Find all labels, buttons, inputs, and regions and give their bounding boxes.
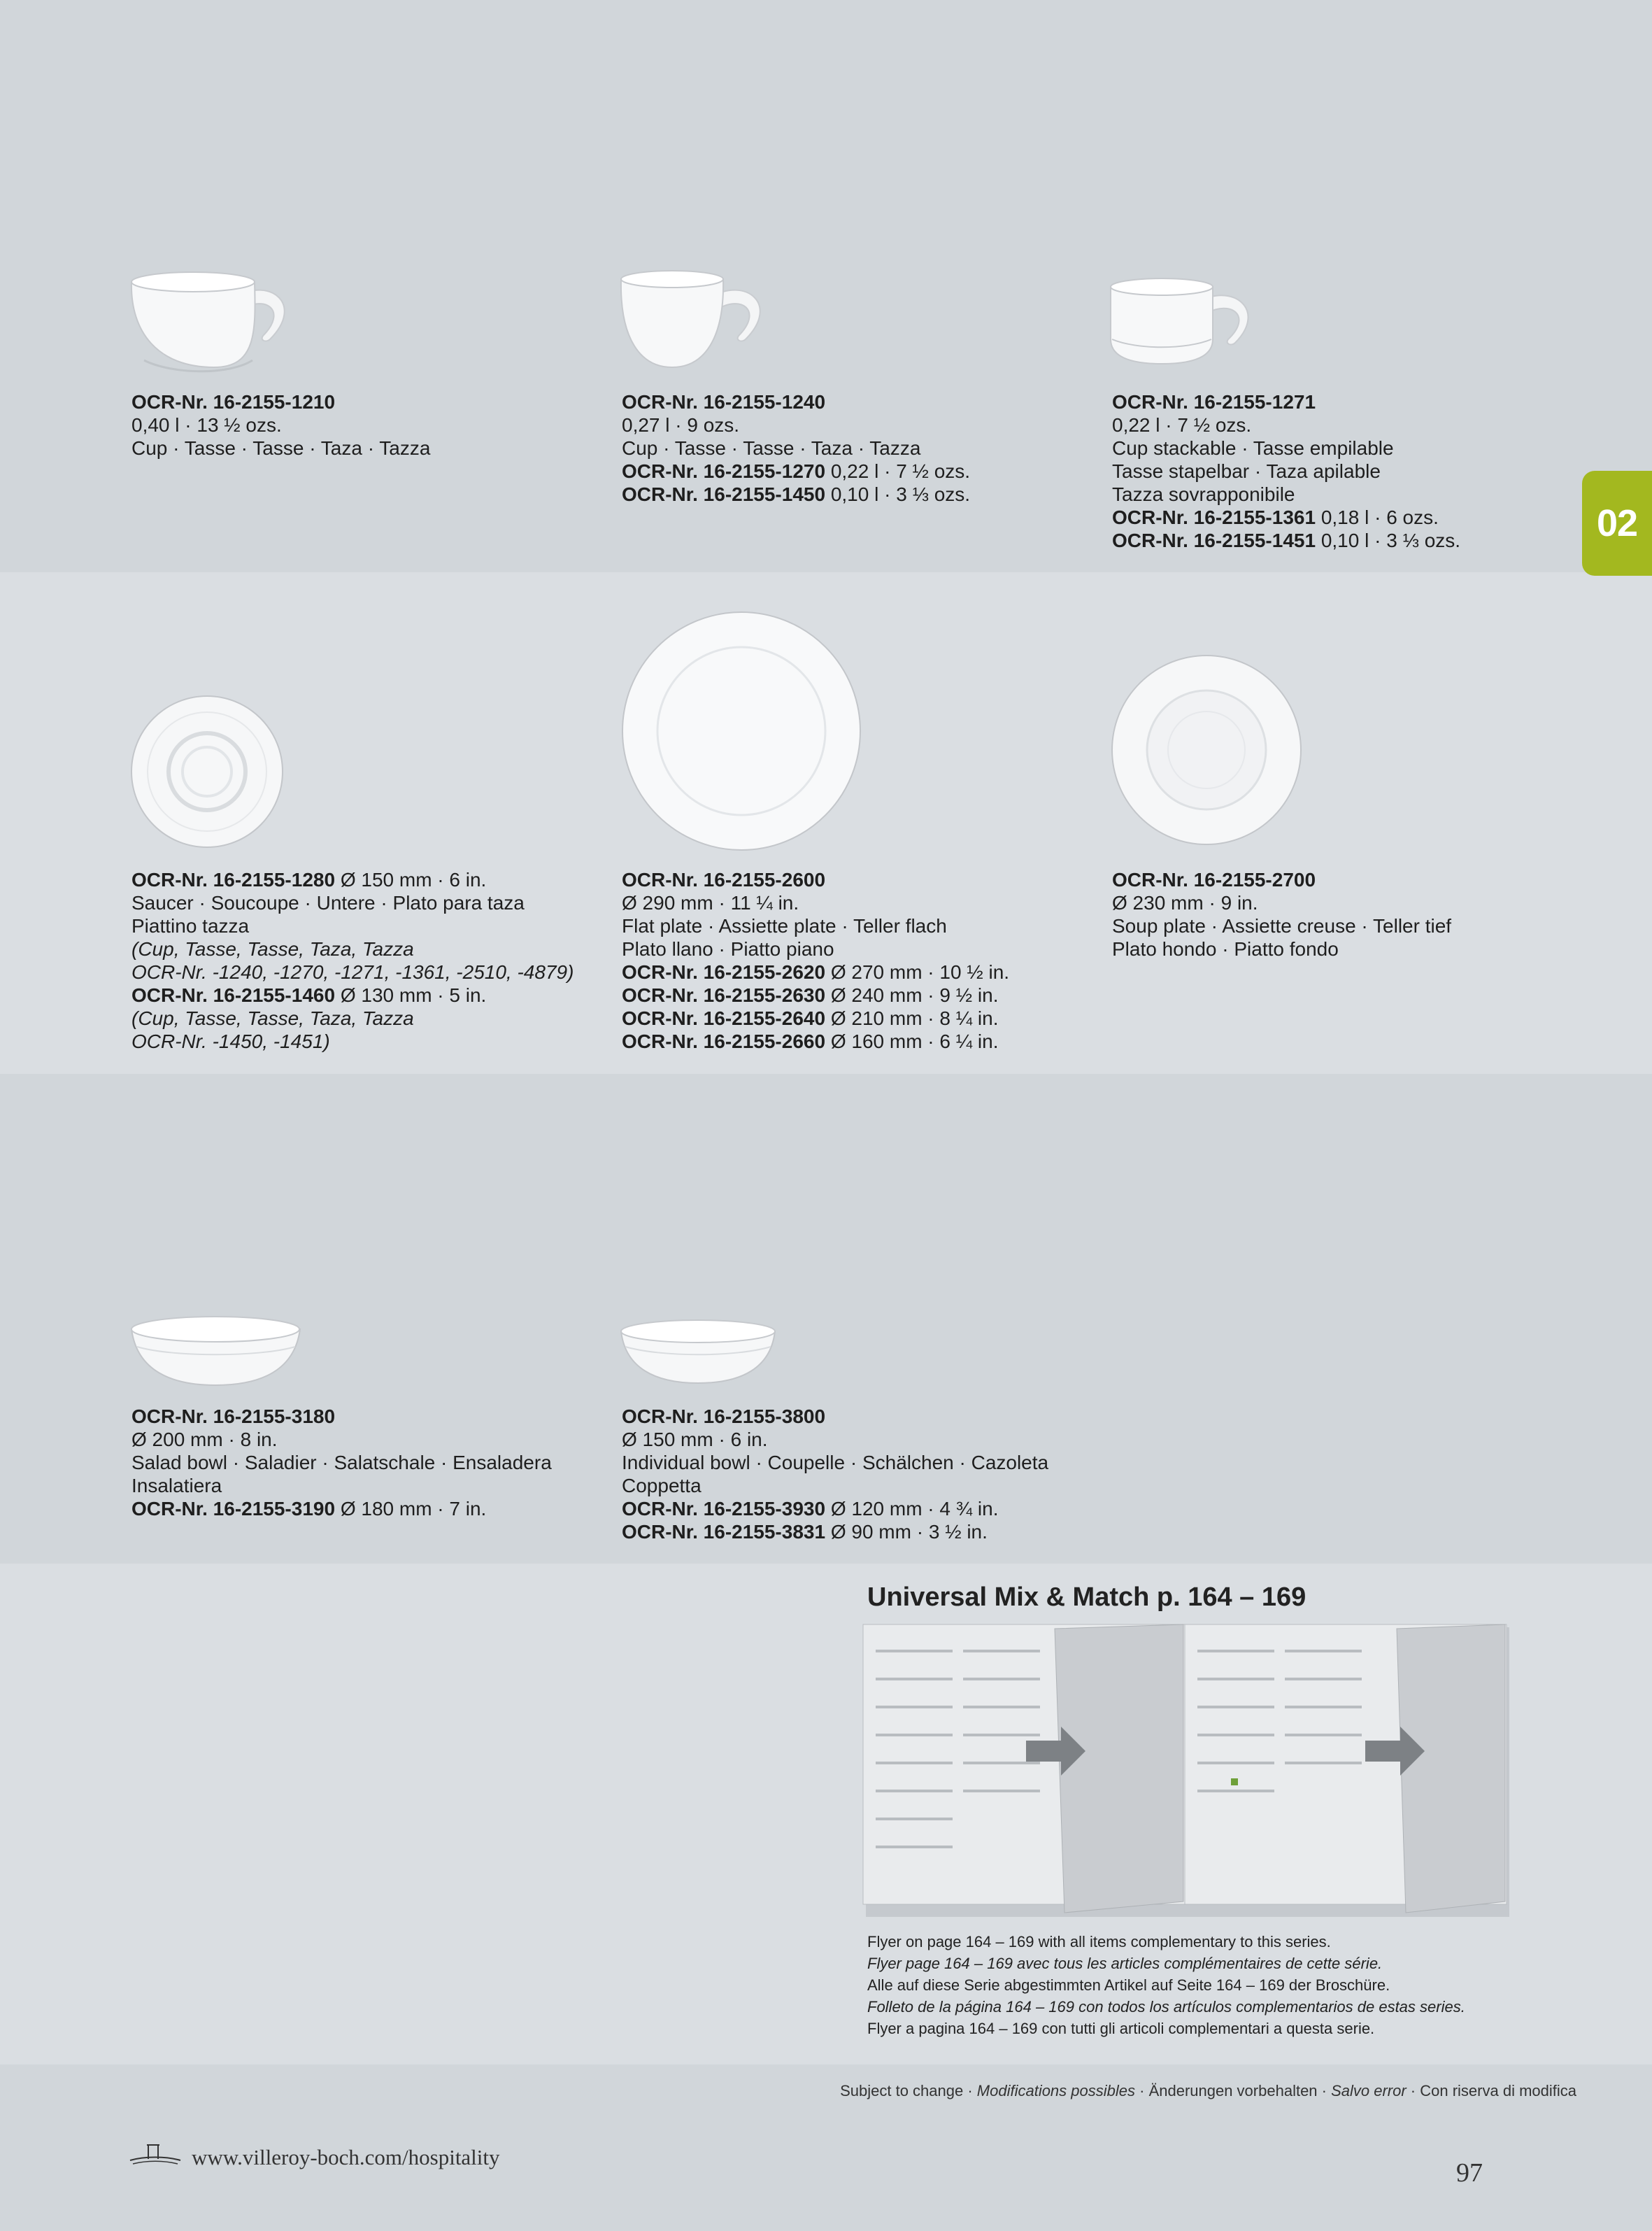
product-line	[1112, 914, 1451, 937]
item-note: (Cup, Tasse, Tasse, Taza, Tazza	[131, 1007, 414, 1029]
order-number: OCR-Nr. 16-2155-1270	[622, 460, 826, 482]
product-line	[131, 937, 574, 961]
item-note: OCR-Nr. -1240, -1270, -1271, -1361, -2510, -4879)	[131, 961, 574, 983]
plate-2600-image	[621, 611, 866, 856]
order-number: OCR-Nr. 16-2155-3180	[131, 1405, 336, 1427]
item-text: Plato hondo · Piatto fondo	[1112, 938, 1339, 960]
product-line	[622, 460, 970, 483]
item-note: Folleto de la página 164 – 169 con todos los artículos complementarios de estas series.	[867, 1998, 1465, 2016]
product-line	[1112, 529, 1460, 552]
website-url[interactable]: www.villeroy-boch.com/hospitality	[192, 2145, 500, 2169]
product-line	[1112, 868, 1451, 891]
product-line	[1112, 891, 1451, 914]
flyer-line	[867, 1996, 1465, 2018]
product-line	[622, 413, 970, 437]
item-text: Ø 150 mm · 6 in.	[622, 1429, 768, 1450]
product-line	[622, 1030, 1009, 1053]
order-number: OCR-Nr. 16-2155-1361	[1112, 507, 1316, 528]
order-number: OCR-Nr. 16-2155-2630	[622, 984, 826, 1006]
item-text: Soup plate · Assiette creuse · Teller tief	[1112, 915, 1452, 937]
item-text: 0,10 l · 3 ⅓ ozs.	[1316, 530, 1461, 551]
section-tab: 02	[1582, 471, 1652, 576]
product-line	[131, 961, 574, 984]
item-text: Ø 290 mm · 11 ¼ in.	[622, 892, 799, 914]
order-number: OCR-Nr. 16-2155-1271	[1112, 391, 1316, 413]
item-text: Individual bowl · Coupelle · Schälchen · Cazoleta	[622, 1452, 1049, 1473]
item-text: Ø 130 mm · 5 in.	[335, 984, 487, 1006]
product-line	[1112, 506, 1460, 529]
product-line	[1112, 460, 1460, 483]
item-text: Salad bowl · Saladier · Salatschale · Ensaladera	[131, 1452, 552, 1473]
item-text: Tazza sovrapponibile	[1112, 483, 1295, 505]
product-plate-2600	[622, 868, 1009, 1053]
item-text: 0,22 l · 7 ½ ozs.	[1112, 414, 1252, 436]
product-cup-1240	[622, 390, 970, 506]
item-text: Saucer · Soucoupe · Untere · Plato para taza	[131, 892, 525, 914]
order-number: OCR-Nr. 16-2155-1210	[131, 391, 336, 413]
product-cup-1271	[1112, 390, 1460, 552]
flyer-line	[867, 1931, 1465, 1953]
product-line	[622, 1497, 1048, 1520]
order-number: OCR-Nr. 16-2155-3190	[131, 1498, 336, 1520]
item-text: Coppetta	[622, 1475, 702, 1496]
product-line	[622, 1474, 1048, 1497]
order-number: OCR-Nr. 16-2155-2640	[622, 1007, 826, 1029]
product-line	[622, 961, 1009, 984]
item-text: Cup · Tasse · Tasse · Taza · Tazza	[131, 437, 431, 459]
item-note: Flyer page 164 – 169 avec tous les articles complémentaires de cette série.	[867, 1955, 1383, 1972]
flyer-line	[867, 1974, 1465, 1996]
order-number: OCR-Nr. 16-2155-1460	[131, 984, 336, 1006]
product-line	[622, 437, 970, 460]
product-line	[131, 891, 574, 914]
soup-plate-2700-image	[1111, 654, 1306, 850]
product-line	[131, 914, 574, 937]
item-text: Insalatiera	[131, 1475, 222, 1496]
item-text: 0,18 l · 6 ozs.	[1316, 507, 1439, 528]
item-note: OCR-Nr. -1450, -1451)	[131, 1030, 330, 1052]
product-line	[1112, 483, 1460, 506]
flyer-description	[867, 1931, 1465, 2039]
item-text: Ø 120 mm · 4 ¾ in.	[825, 1498, 999, 1520]
flyer-line	[867, 1953, 1465, 1974]
product-line	[131, 984, 574, 1007]
order-number: OCR-Nr. 16-2155-2620	[622, 961, 826, 983]
disclaimer-segment: · Con riserva di modifica	[1406, 2082, 1576, 2099]
item-text: Alle auf diese Serie abgestimmten Artikel auf Seite 164 – 169 der Broschüre.	[867, 1976, 1390, 1994]
product-line	[1112, 937, 1451, 961]
product-line	[622, 483, 970, 506]
item-text: Cup · Tasse · Tasse · Taza · Tazza	[622, 437, 921, 459]
item-text: Ø 240 mm · 9 ½ in.	[825, 984, 999, 1006]
product-soup-plate-2700	[1112, 868, 1451, 961]
item-text: 0,40 l · 13 ½ ozs.	[131, 414, 282, 436]
product-line	[131, 868, 574, 891]
product-line	[1112, 413, 1460, 437]
product-line	[1112, 390, 1460, 413]
product-line	[131, 390, 430, 413]
product-saucer-1280	[131, 868, 574, 1053]
item-text: Ø 180 mm · 7 in.	[335, 1498, 487, 1520]
disclaimer-segment: Subject to change ·	[840, 2082, 977, 2099]
product-line	[1112, 437, 1460, 460]
page-number: 97	[1456, 2158, 1483, 2188]
item-note: (Cup, Tasse, Tasse, Taza, Tazza	[131, 938, 414, 960]
order-number: OCR-Nr. 16-2155-3930	[622, 1498, 826, 1520]
footer-disclaimer	[840, 2082, 1576, 2100]
item-text: Ø 90 mm · 3 ½ in.	[825, 1521, 988, 1543]
item-text: Plato llano · Piatto piano	[622, 938, 834, 960]
product-line	[131, 1428, 552, 1451]
cup-1271-image	[1109, 273, 1270, 371]
product-line	[622, 1007, 1009, 1030]
item-text: Ø 160 mm · 6 ¼ in.	[825, 1030, 999, 1052]
item-text: Ø 200 mm · 8 in.	[131, 1429, 278, 1450]
product-line	[622, 891, 1009, 914]
product-line	[622, 1428, 1048, 1451]
product-cup-1210	[131, 390, 430, 460]
product-line	[622, 868, 1009, 891]
cup-1210-image	[130, 262, 305, 374]
order-number: OCR-Nr. 16-2155-1451	[1112, 530, 1316, 551]
product-line	[131, 437, 430, 460]
product-line	[622, 1405, 1048, 1428]
item-text: 0,27 l · 9 ozs.	[622, 414, 740, 436]
item-text: 0,22 l · 7 ½ ozs.	[825, 460, 971, 482]
saucer-1280-image	[130, 695, 287, 852]
item-text: Piattino tazza	[131, 915, 250, 937]
order-number: OCR-Nr. 16-2155-3800	[622, 1405, 826, 1427]
product-line	[622, 914, 1009, 937]
product-line	[131, 1474, 552, 1497]
cup-1240-image	[620, 262, 781, 374]
product-line	[622, 937, 1009, 961]
product-line	[622, 1520, 1048, 1543]
villeroy-boch-logo-icon	[127, 2141, 183, 2172]
order-number: OCR-Nr. 16-2155-2700	[1112, 869, 1316, 891]
disclaimer-segment: · Änderungen vorbehalten ·	[1135, 2082, 1332, 2099]
flyer-line	[867, 2018, 1465, 2039]
product-line	[131, 1451, 552, 1474]
item-text: Flat plate · Assiette plate · Teller flach	[622, 915, 947, 937]
order-number: OCR-Nr. 16-2155-2660	[622, 1030, 826, 1052]
item-text: Tasse stapelbar · Taza apilable	[1112, 460, 1381, 482]
bowl-3180-image	[130, 1315, 305, 1392]
flyer-title: Universal Mix & Match p. 164 – 169	[867, 1582, 1306, 1612]
product-line	[131, 1497, 552, 1520]
order-number: OCR-Nr. 16-2155-1280	[131, 869, 336, 891]
flyer-image	[862, 1622, 1512, 1926]
disclaimer-segment: Salvo error	[1331, 2082, 1407, 2099]
item-text: Ø 270 mm · 10 ½ in.	[825, 961, 1010, 983]
item-text: Ø 150 mm · 6 in.	[335, 869, 487, 891]
product-line	[131, 1030, 574, 1053]
product-line	[131, 1405, 552, 1428]
product-line	[622, 1451, 1048, 1474]
item-text: Ø 210 mm · 8 ¼ in.	[825, 1007, 999, 1029]
item-text: Cup stackable · Tasse empilable	[1112, 437, 1394, 459]
product-bowl-3180	[131, 1405, 552, 1520]
order-number: OCR-Nr. 16-2155-1450	[622, 483, 826, 505]
product-line	[131, 413, 430, 437]
item-text: 0,10 l · 3 ⅓ ozs.	[825, 483, 971, 505]
product-line	[622, 390, 970, 413]
product-line	[622, 984, 1009, 1007]
disclaimer-segment: Modifications possibles	[976, 2082, 1136, 2099]
order-number: OCR-Nr. 16-2155-2600	[622, 869, 826, 891]
order-number: OCR-Nr. 16-2155-3831	[622, 1521, 826, 1543]
bowl-3800-image	[620, 1319, 781, 1389]
product-line	[131, 1007, 574, 1030]
product-bowl-3800	[622, 1405, 1048, 1543]
item-text: Ø 230 mm · 9 in.	[1112, 892, 1258, 914]
item-text: Flyer a pagina 164 – 169 con tutti gli articoli complementari a questa serie.	[867, 2020, 1375, 2037]
order-number: OCR-Nr. 16-2155-1240	[622, 391, 826, 413]
item-text: Flyer on page 164 – 169 with all items complementary to this series.	[867, 1933, 1331, 1950]
